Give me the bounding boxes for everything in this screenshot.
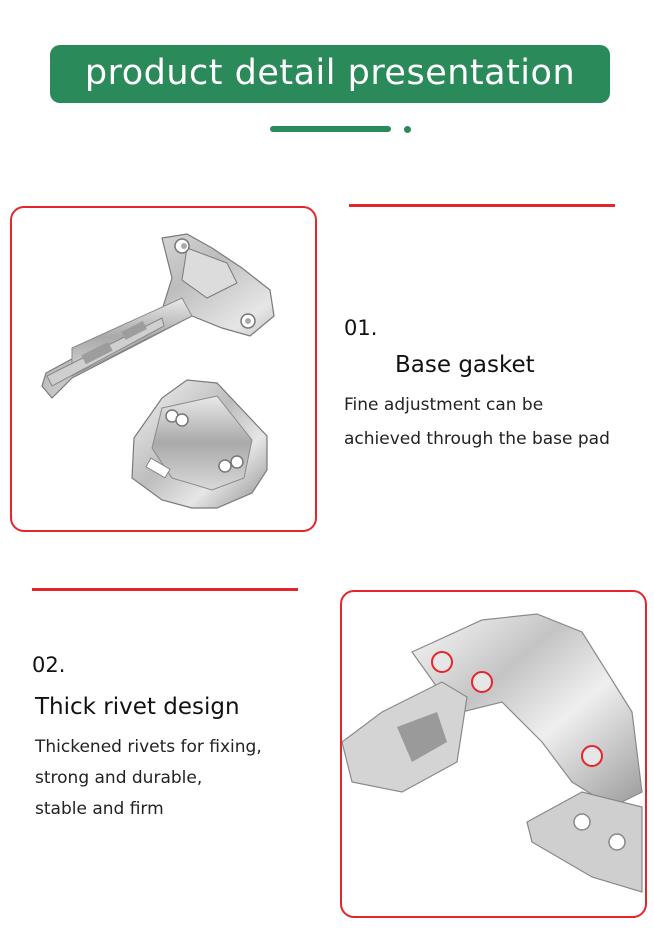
section-2-line-3: stable and firm: [35, 799, 164, 819]
section-2-line-2: strong and durable,: [35, 768, 203, 788]
section-2-description: [35, 732, 262, 825]
section-2-title: Thick rivet design: [35, 694, 240, 720]
section-1-line-1: Fine adjustment can be: [344, 395, 544, 415]
page-title: product detail presentation: [84, 53, 576, 93]
section-banner: [50, 45, 610, 103]
section-1-divider: [349, 204, 615, 207]
section-2-divider: [32, 588, 298, 591]
section-1-description: [344, 388, 610, 456]
section-2-line-1: Thickened rivets for fixing,: [35, 737, 262, 757]
hinge-arm: [42, 234, 274, 398]
section-1-number: 01.: [344, 316, 378, 340]
hinge-base-image-frame: [10, 206, 317, 532]
title-underline-dot: [404, 126, 411, 133]
section-2-number: 02.: [32, 653, 66, 677]
base-plate: [132, 380, 267, 508]
section-1-title: Base gasket: [395, 352, 535, 378]
rivet-closeup-illustration: [342, 592, 645, 916]
hinge-with-base-plate-illustration: [12, 208, 315, 530]
title-underline-bar: [270, 126, 391, 132]
section-1-line-2: achieved through the base pad: [344, 429, 610, 449]
rivet-closeup-image-frame: [340, 590, 647, 918]
